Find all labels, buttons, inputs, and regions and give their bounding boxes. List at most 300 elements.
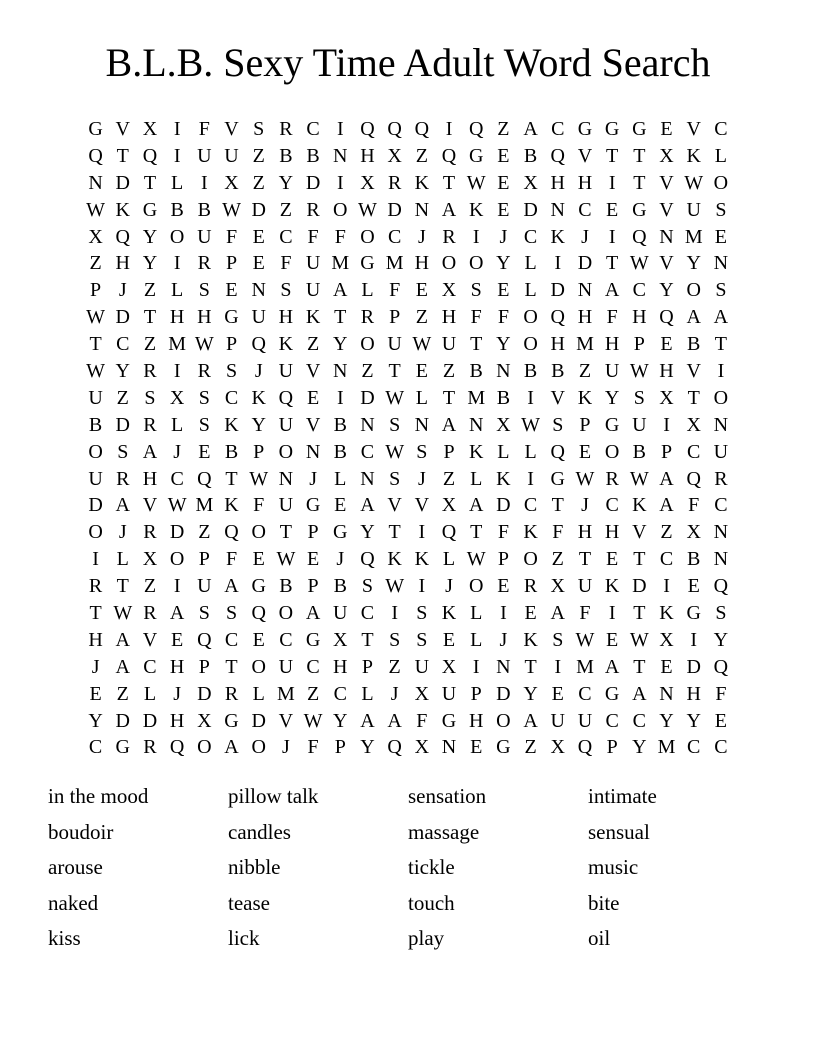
- grid-letter: Y: [659, 709, 674, 732]
- grid-row: [82, 519, 735, 546]
- grid-letter: E: [415, 279, 428, 302]
- grid-letter: Z: [497, 118, 510, 140]
- grid-row: [82, 734, 735, 761]
- grid-letter: S: [198, 386, 210, 409]
- grid-letter: R: [442, 225, 456, 248]
- grid-letter: F: [225, 225, 238, 248]
- grid-letter: R: [306, 198, 320, 221]
- grid-letter: Z: [143, 333, 157, 356]
- grid-letter: Y: [333, 709, 348, 732]
- grid-letter: C: [306, 655, 320, 678]
- grid-letter: G: [550, 467, 565, 490]
- grid-letter: E: [225, 279, 238, 302]
- grid-letter: P: [660, 440, 673, 463]
- grid-letter: H: [360, 144, 375, 167]
- grid-letter: H: [604, 333, 620, 356]
- grid-letter: G: [468, 144, 484, 167]
- grid-letter: X: [197, 709, 212, 732]
- grid-letter: Q: [360, 118, 375, 140]
- grid-letter: J: [417, 467, 426, 490]
- grid-letter: I: [201, 171, 208, 194]
- grid-letter: L: [361, 682, 374, 705]
- grid-letter: U: [577, 575, 593, 598]
- grid-letter: V: [305, 413, 321, 436]
- grid-letter: W: [303, 709, 323, 732]
- grid-letter: V: [686, 118, 701, 140]
- word-item: lick: [228, 926, 260, 951]
- grid-letter: U: [686, 198, 701, 221]
- grid-letter: P: [443, 440, 455, 463]
- grid-letter: N: [659, 682, 674, 705]
- grid-letter: Q: [659, 306, 674, 329]
- grid-letter: G: [604, 413, 620, 436]
- grid-letter: Z: [252, 171, 265, 194]
- grid-letter: Q: [713, 655, 729, 678]
- grid-letter: Q: [441, 144, 457, 167]
- grid-letter: Z: [198, 521, 211, 544]
- grid-row: [82, 466, 735, 493]
- grid-letter: G: [686, 602, 701, 625]
- grid-letter: D: [115, 171, 130, 194]
- grid-letter: Y: [686, 709, 701, 732]
- grid-row: [82, 573, 735, 600]
- grid-letter: A: [441, 198, 457, 221]
- grid-letter: Z: [279, 198, 293, 221]
- grid-letter: R: [605, 467, 619, 490]
- grid-letter: J: [499, 225, 508, 248]
- grid-letter: O: [169, 225, 185, 248]
- grid-letter: C: [88, 736, 103, 759]
- grid-letter: N: [333, 144, 348, 167]
- grid-letter: O: [88, 440, 103, 463]
- grid-letter: A: [360, 709, 375, 732]
- grid-letter: O: [251, 736, 266, 759]
- grid-letter: J: [282, 736, 290, 759]
- grid-letter: A: [523, 118, 538, 140]
- grid-letter: I: [500, 602, 507, 625]
- grid-letter: I: [336, 118, 344, 140]
- grid-letter: F: [552, 521, 564, 544]
- grid-letter: E: [524, 602, 537, 625]
- grid-letter: D: [115, 413, 130, 436]
- grid-letter: S: [715, 198, 727, 221]
- grid-letter: D: [251, 198, 266, 221]
- grid-letter: Z: [660, 521, 673, 544]
- grid-letter: Q: [224, 521, 239, 544]
- grid-letter: B: [469, 360, 483, 383]
- grid-letter: N: [414, 413, 430, 436]
- grid-letter: B: [687, 548, 701, 571]
- grid-letter: E: [306, 548, 320, 571]
- grid-letter: O: [441, 252, 457, 275]
- grid-letter: F: [497, 306, 509, 329]
- grid-letter: T: [388, 360, 401, 383]
- grid-letter: C: [578, 682, 592, 705]
- grid-letter: K: [468, 198, 484, 221]
- grid-row: [82, 250, 735, 277]
- grid-letter: V: [142, 494, 158, 517]
- grid-letter: H: [686, 682, 701, 705]
- grid-letter: L: [171, 413, 184, 436]
- grid-letter: F: [280, 252, 292, 275]
- grid-row: [82, 681, 735, 708]
- grid-letter: N: [496, 360, 511, 383]
- grid-letter: Q: [88, 144, 103, 167]
- grid-row: [82, 492, 735, 519]
- grid-letter: B: [170, 198, 184, 221]
- grid-letter: S: [389, 628, 401, 651]
- grid-letter: E: [660, 333, 673, 356]
- grid-letter: E: [714, 225, 728, 248]
- grid-letter: Q: [632, 225, 647, 248]
- grid-letter: D: [632, 575, 647, 598]
- grid-letter: E: [578, 440, 592, 463]
- grid-letter: Z: [89, 252, 102, 275]
- grid-letter: Y: [251, 413, 266, 436]
- grid-letter: Y: [278, 171, 294, 194]
- grid-letter: E: [660, 655, 673, 678]
- grid-letter: D: [387, 198, 402, 221]
- grid-letter: I: [445, 118, 453, 140]
- word-item: play: [408, 926, 445, 951]
- grid-letter: F: [688, 494, 700, 517]
- grid-letter: O: [251, 655, 266, 678]
- grid-letter: I: [92, 548, 99, 571]
- grid-letter: E: [252, 225, 265, 248]
- grid-letter: S: [144, 386, 156, 409]
- grid-letter: J: [445, 575, 453, 598]
- grid-letter: Y: [115, 360, 130, 383]
- grid-letter: U: [278, 360, 294, 383]
- grid-letter: M: [385, 252, 404, 275]
- grid-letter: I: [336, 386, 344, 409]
- grid-letter: K: [224, 494, 239, 517]
- grid-letter: Z: [415, 144, 428, 167]
- grid-letter: N: [360, 467, 375, 490]
- grid-letter: U: [88, 467, 103, 490]
- grid-row: [82, 197, 735, 224]
- grid-letter: P: [307, 521, 319, 544]
- grid-letter: L: [171, 279, 184, 302]
- grid-letter: R: [143, 521, 157, 544]
- grid-letter: Q: [197, 628, 212, 651]
- grid-letter: A: [224, 575, 239, 598]
- grid-letter: W: [629, 467, 649, 490]
- grid-letter: B: [333, 440, 347, 463]
- grid-letter: V: [305, 360, 321, 383]
- grid-letter: R: [197, 252, 212, 275]
- word-item: kiss: [48, 926, 81, 951]
- grid-letter: L: [470, 628, 483, 651]
- word-list: [48, 779, 768, 957]
- grid-letter: W: [684, 171, 704, 194]
- grid-letter: T: [578, 548, 592, 571]
- grid-letter: J: [581, 225, 589, 248]
- grid-letter: T: [633, 602, 646, 625]
- grid-letter: C: [605, 709, 619, 732]
- word-list-column: [48, 779, 228, 957]
- grid-letter: B: [523, 144, 538, 167]
- grid-letter: S: [416, 440, 428, 463]
- grid-letter: A: [224, 736, 239, 759]
- grid-letter: Z: [143, 279, 157, 302]
- grid-letter: W: [466, 548, 486, 571]
- grid-letter: P: [470, 682, 482, 705]
- grid-letter: O: [333, 198, 348, 221]
- grid-letter: B: [551, 360, 565, 383]
- grid-letter: J: [390, 682, 399, 705]
- grid-letter: O: [523, 548, 538, 571]
- grid-letter: H: [414, 252, 430, 275]
- grid-letter: B: [306, 144, 320, 167]
- grid-letter: D: [496, 682, 511, 705]
- grid-letter: E: [551, 682, 564, 705]
- grid-letter: P: [225, 333, 238, 356]
- grid-letter: F: [389, 279, 401, 302]
- grid-letter: T: [442, 171, 456, 194]
- grid-letter: V: [142, 628, 158, 651]
- grid-letter: I: [336, 171, 344, 194]
- grid-letter: U: [224, 144, 239, 167]
- grid-letter: D: [142, 709, 158, 732]
- grid-letter: R: [387, 171, 402, 194]
- grid-letter: Q: [115, 225, 130, 248]
- grid-letter: Z: [442, 467, 456, 490]
- grid-letter: C: [714, 736, 728, 759]
- grid-letter: P: [606, 736, 618, 759]
- grid-letter: T: [334, 306, 347, 329]
- grid-letter: H: [577, 521, 593, 544]
- grid-letter: V: [115, 118, 130, 140]
- grid-letter: P: [334, 736, 346, 759]
- grid-letter: T: [89, 333, 102, 356]
- grid-letter: C: [143, 655, 157, 678]
- grid-letter: B: [197, 198, 212, 221]
- grid-letter: E: [714, 709, 728, 732]
- grid-letter: J: [91, 655, 100, 678]
- grid-letter: P: [579, 413, 591, 436]
- grid-letter: S: [389, 413, 401, 436]
- grid-letter: G: [360, 252, 375, 275]
- grid-letter: E: [497, 198, 510, 221]
- grid-letter: U: [278, 413, 294, 436]
- grid-letter: D: [115, 306, 130, 329]
- grid-letter: Q: [251, 333, 266, 356]
- grid-letter: S: [552, 628, 564, 651]
- grid-letter: P: [253, 440, 265, 463]
- grid-row: [82, 170, 735, 197]
- grid-letter: E: [606, 198, 619, 221]
- grid-letter: A: [115, 655, 130, 678]
- grid-letter: B: [496, 386, 511, 409]
- grid-letter: A: [142, 440, 158, 463]
- grid-letter: X: [387, 144, 402, 167]
- grid-letter: J: [499, 628, 508, 651]
- grid-letter: D: [115, 709, 130, 732]
- grid-letter: C: [714, 494, 728, 517]
- grid-letter: H: [278, 306, 294, 329]
- grid-letter: H: [88, 628, 103, 651]
- grid-letter: E: [687, 575, 700, 598]
- grid-letter: T: [279, 521, 293, 544]
- grid-letter: K: [523, 628, 538, 651]
- word-item: boudoir: [48, 819, 114, 844]
- grid-letter: Y: [88, 709, 103, 732]
- grid-letter: D: [197, 682, 212, 705]
- grid-letter: M: [576, 333, 594, 356]
- grid-letter: A: [713, 306, 729, 329]
- grid-letter: W: [276, 548, 296, 571]
- grid-letter: D: [577, 252, 593, 275]
- grid-letter: I: [173, 144, 181, 167]
- grid-letter: K: [468, 440, 484, 463]
- grid-letter: H: [333, 655, 348, 678]
- grid-letter: H: [468, 709, 484, 732]
- grid-letter: B: [224, 440, 239, 463]
- grid-letter: I: [608, 171, 616, 194]
- word-item: candles: [228, 819, 291, 844]
- grid-letter: R: [360, 306, 375, 329]
- grid-letter: Z: [306, 682, 320, 705]
- grid-letter: W: [629, 360, 649, 383]
- grid-letter: W: [385, 386, 405, 409]
- grid-letter: R: [116, 467, 130, 490]
- grid-letter: E: [497, 144, 510, 167]
- grid-letter: C: [687, 440, 701, 463]
- grid-letter: D: [251, 709, 266, 732]
- grid-letter: Y: [142, 252, 158, 275]
- grid-letter: N: [333, 360, 348, 383]
- grid-letter: I: [173, 118, 181, 140]
- grid-letter: S: [280, 279, 292, 302]
- grid-letter: R: [714, 467, 728, 490]
- grid-letter: U: [632, 413, 647, 436]
- grid-letter: U: [550, 709, 565, 732]
- grid-letter: H: [577, 171, 593, 194]
- grid-letter: O: [278, 440, 294, 463]
- grid-letter: K: [115, 198, 130, 221]
- grid-letter: C: [551, 118, 565, 140]
- grid-letter: S: [470, 279, 482, 302]
- grid-letter: I: [391, 602, 398, 625]
- grid-letter: O: [496, 709, 511, 732]
- grid-letter: U: [604, 360, 620, 383]
- grid-letter: X: [142, 548, 158, 571]
- grid-letter: F: [225, 548, 238, 571]
- grid-letter: C: [333, 682, 347, 705]
- grid-letter: V: [577, 144, 593, 167]
- grid-letter: V: [414, 494, 430, 517]
- grid-letter: I: [527, 386, 534, 409]
- grid-letter: X: [496, 413, 511, 436]
- grid-letter: I: [527, 467, 534, 490]
- grid-letter: B: [279, 575, 293, 598]
- grid-letter: N: [713, 413, 729, 436]
- word-list-column: [588, 779, 768, 957]
- grid-letter: A: [604, 655, 620, 678]
- grid-letter: O: [278, 602, 294, 625]
- grid-letter: I: [418, 521, 426, 544]
- grid-row: [82, 358, 735, 385]
- grid-letter: E: [497, 279, 510, 302]
- grid-letter: W: [222, 198, 241, 221]
- word-item: bite: [588, 890, 620, 915]
- grid-letter: Q: [278, 386, 294, 409]
- grid-letter: M: [168, 333, 187, 356]
- grid-letter: Y: [713, 628, 729, 651]
- grid-letter: L: [143, 682, 157, 705]
- grid-letter: S: [552, 413, 564, 436]
- grid-letter: Z: [306, 333, 320, 356]
- grid-row: [82, 331, 735, 358]
- grid-letter: T: [143, 171, 157, 194]
- grid-letter: T: [116, 575, 129, 598]
- grid-letter: A: [169, 602, 185, 625]
- grid-letter: T: [388, 521, 401, 544]
- grid-letter: G: [142, 198, 158, 221]
- grid-letter: U: [305, 279, 321, 302]
- grid-letter: A: [305, 602, 321, 625]
- grid-row: [82, 412, 735, 439]
- grid-letter: C: [632, 279, 647, 302]
- grid-letter: A: [333, 279, 348, 302]
- grid-letter: O: [523, 333, 538, 356]
- grid-letter: O: [713, 171, 729, 194]
- grid-letter: I: [173, 252, 181, 275]
- grid-letter: T: [524, 655, 537, 678]
- grid-letter: T: [633, 144, 646, 167]
- grid-letter: Z: [143, 575, 157, 598]
- grid-letter: W: [385, 575, 405, 598]
- word-item: arouse: [48, 855, 103, 880]
- grid-letter: F: [497, 521, 509, 544]
- grid-letter: J: [581, 494, 589, 517]
- grid-letter: H: [632, 306, 647, 329]
- grid-letter: B: [632, 440, 647, 463]
- grid-letter: L: [714, 144, 728, 167]
- grid-letter: F: [606, 306, 618, 329]
- grid-letter: X: [224, 171, 239, 194]
- grid-letter: A: [468, 494, 484, 517]
- word-item: sensation: [408, 784, 487, 808]
- grid-letter: E: [252, 628, 265, 651]
- grid-letter: H: [115, 252, 130, 275]
- grid-letter: X: [441, 655, 457, 678]
- grid-letter: O: [523, 306, 538, 329]
- grid-letter: C: [523, 494, 538, 517]
- grid-letter: S: [416, 628, 428, 651]
- grid-letter: Q: [360, 548, 375, 571]
- grid-letter: A: [115, 494, 130, 517]
- grid-letter: W: [249, 467, 269, 490]
- grid-letter: Z: [415, 306, 428, 329]
- grid-letter: X: [441, 279, 457, 302]
- grid-letter: Z: [388, 655, 401, 678]
- grid-letter: T: [470, 521, 483, 544]
- grid-letter: X: [360, 171, 375, 194]
- grid-letter: N: [713, 252, 729, 275]
- grid-letter: O: [604, 440, 620, 463]
- grid-letter: R: [88, 575, 103, 598]
- grid-letter: E: [171, 628, 184, 651]
- grid-letter: C: [279, 225, 293, 248]
- grid-letter: W: [358, 198, 377, 221]
- grid-letter: E: [306, 386, 320, 409]
- grid-letter: A: [115, 628, 130, 651]
- letter-grid: [82, 116, 735, 761]
- grid-letter: G: [224, 709, 239, 732]
- grid-letter: N: [577, 279, 593, 302]
